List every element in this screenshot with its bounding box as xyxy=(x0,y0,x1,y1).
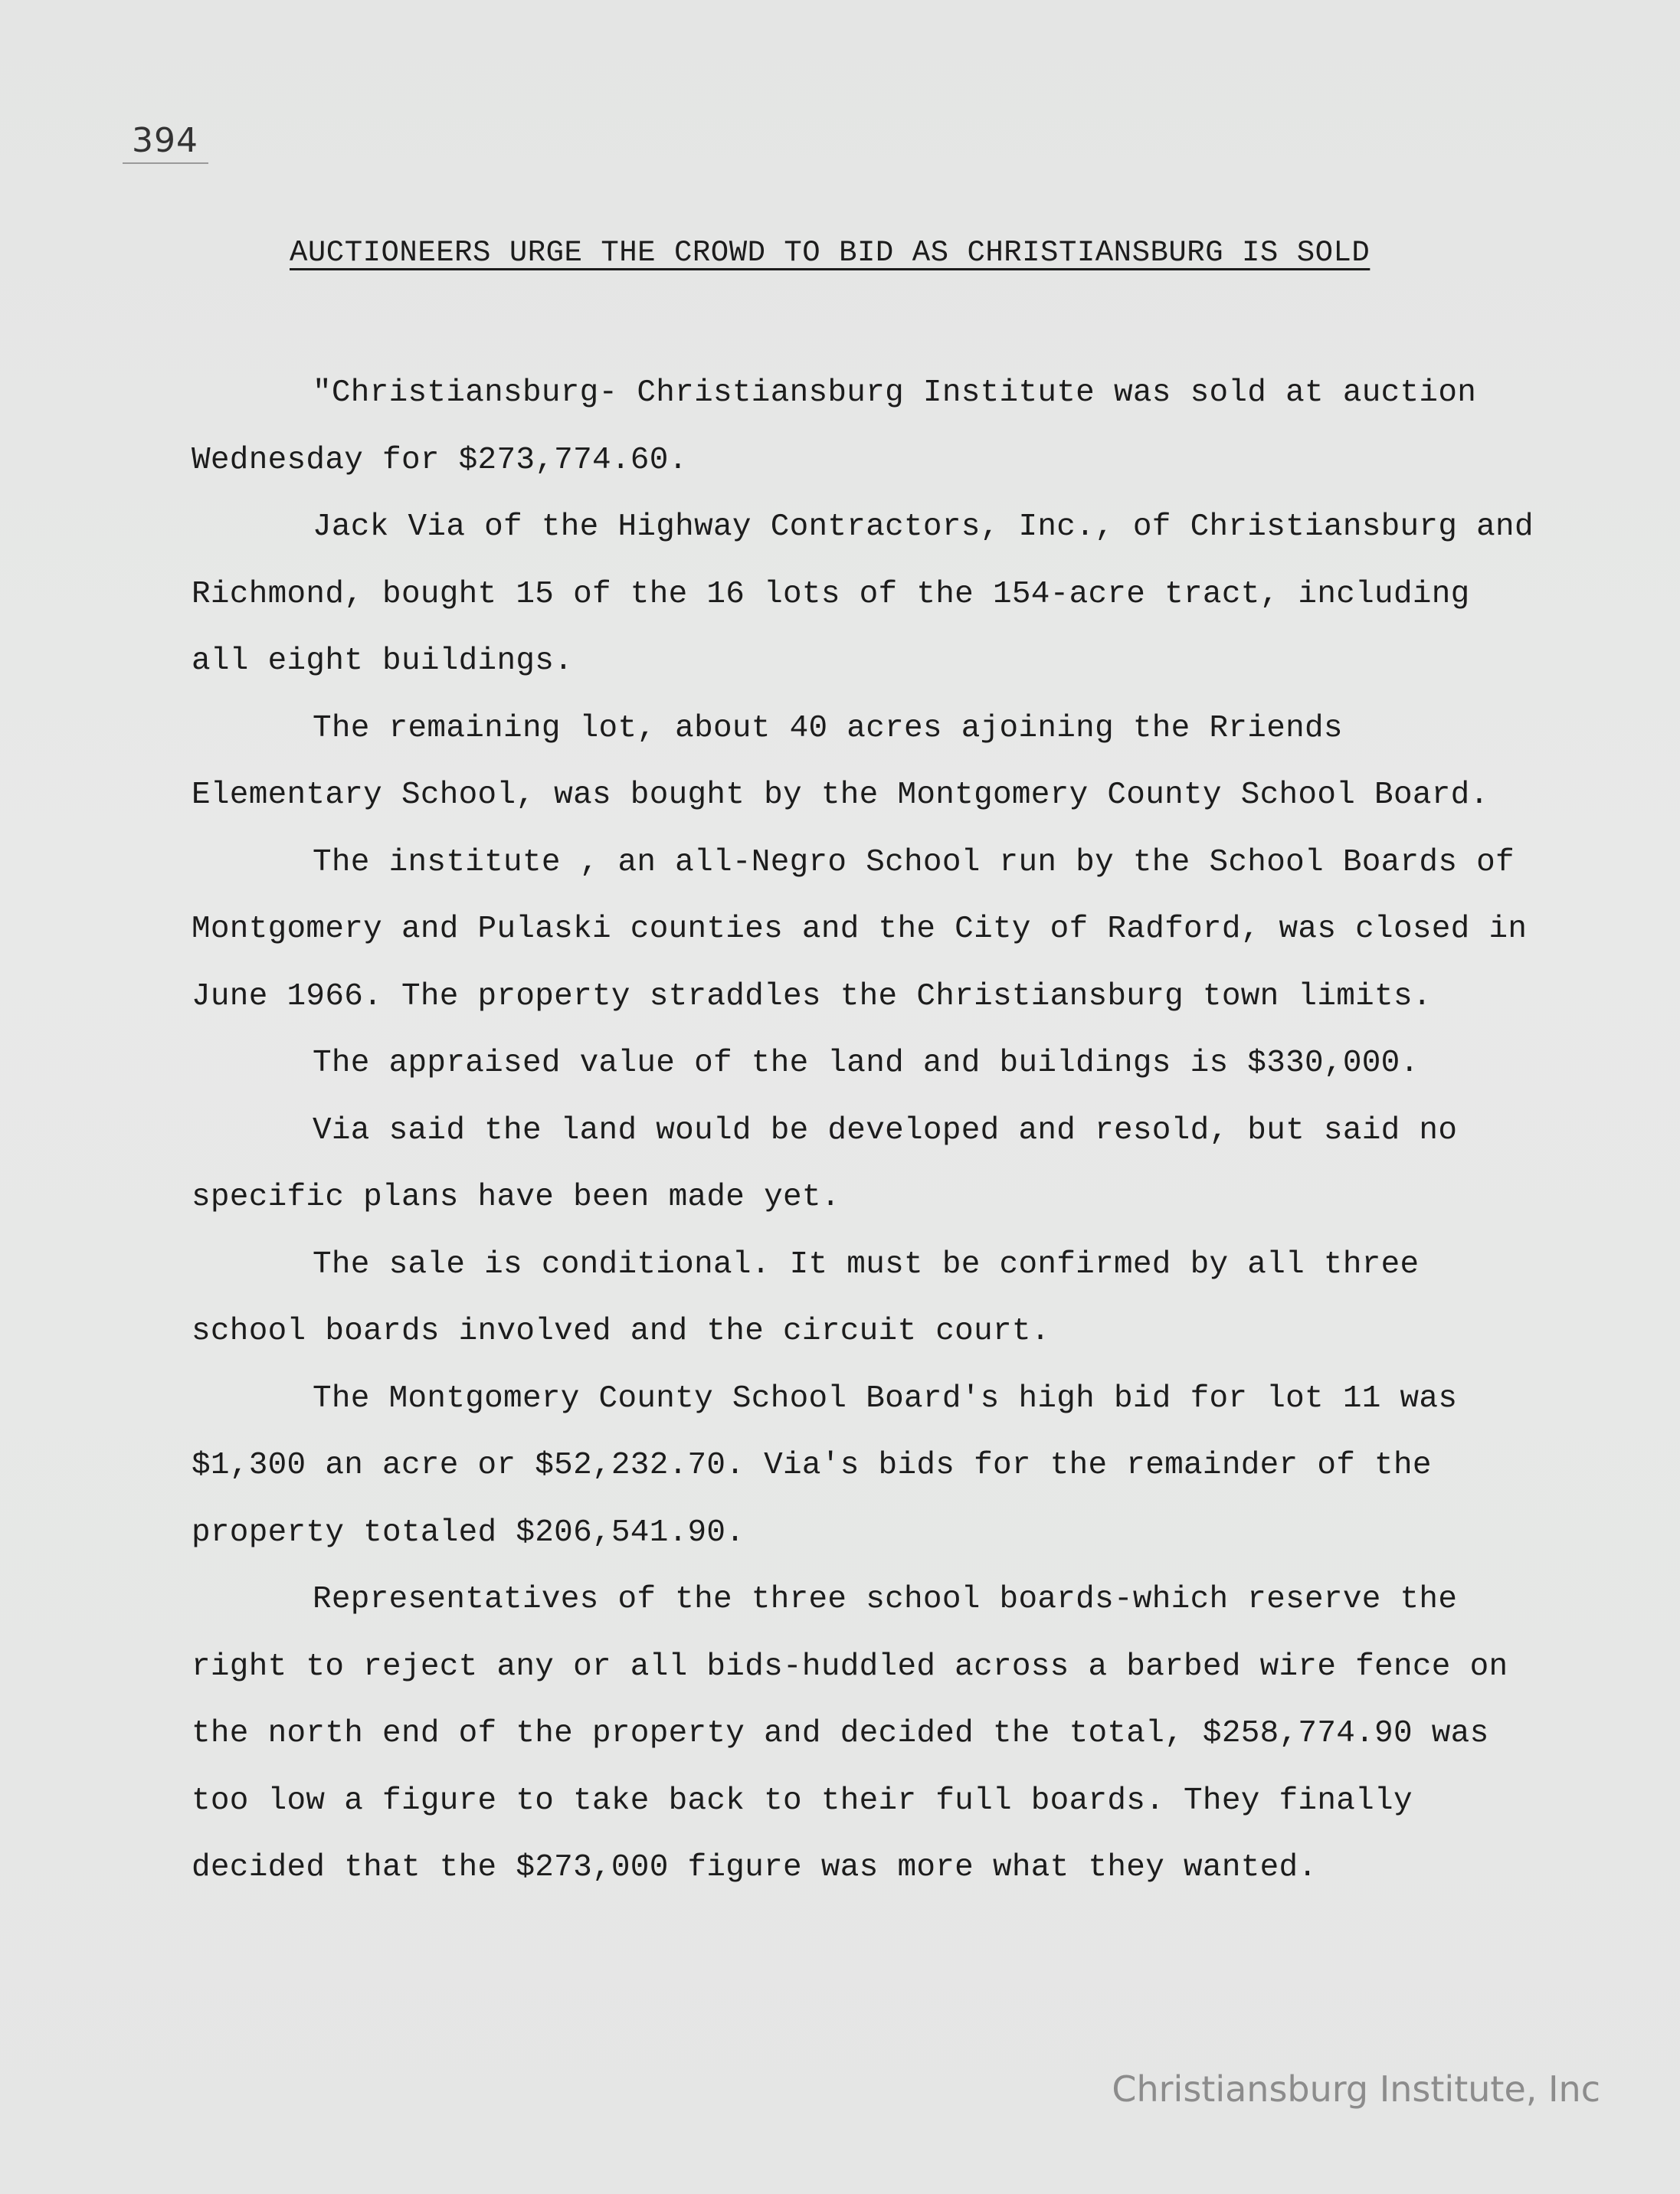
page-number-underline xyxy=(123,162,208,164)
paragraph: The remaining lot, about 40 acres ajoining the Rriends Elementary School, was bought by the Montgomery County School Board. xyxy=(192,710,1489,813)
paragraph: Jack Via of the Highway Contractors, Inc., of Christiansburg and Richmond, bought 15 of the 16 lots of the 154-acre tract, including all eight buildings. xyxy=(192,509,1534,679)
watermark: Christiansburg Institute, Inc xyxy=(1112,2068,1600,2110)
paragraph: The Montgomery County School Board's high bid for lot 11 was $1,300 an acre or $52,232.70. Via's bids for the remainder of the property totaled $206,541.90. xyxy=(192,1380,1458,1551)
article-body xyxy=(192,360,1540,1902)
page-number: 394 xyxy=(132,121,198,160)
paragraph: The appraised value of the land and buildings is $330,000. xyxy=(313,1046,1420,1081)
headline: AUCTIONEERS URGE THE CROWD TO BID AS CHRISTIANSBURG IS SOLD xyxy=(290,236,1371,270)
paragraph: "Christiansburg- Christiansburg Institute was sold at auction Wednesday for $273,774.60. xyxy=(192,375,1477,478)
paragraph: The institute , an all-Negro School run by the School Boards of Montgomery and Pulaski counties and the City of Radford, was closed in June 1966. The property straddles the Christiansburg town limits. xyxy=(192,844,1528,1014)
paragraph: Representatives of the three school boards-which reserve the right to reject any or all bids-huddled across a barbed wire fence on the north end of the property and decided the total, $258,774.90 was too low a figure to take back to their full boards. They finally decided that the $273,000 figure was more what they wanted. xyxy=(192,1582,1508,1885)
paragraph: The sale is conditional. It must be confirmed by all three school boards involved and the circuit court. xyxy=(192,1246,1420,1349)
paragraph: Via said the land would be developed and resold, but said no specific plans have been made yet. xyxy=(192,1112,1458,1215)
